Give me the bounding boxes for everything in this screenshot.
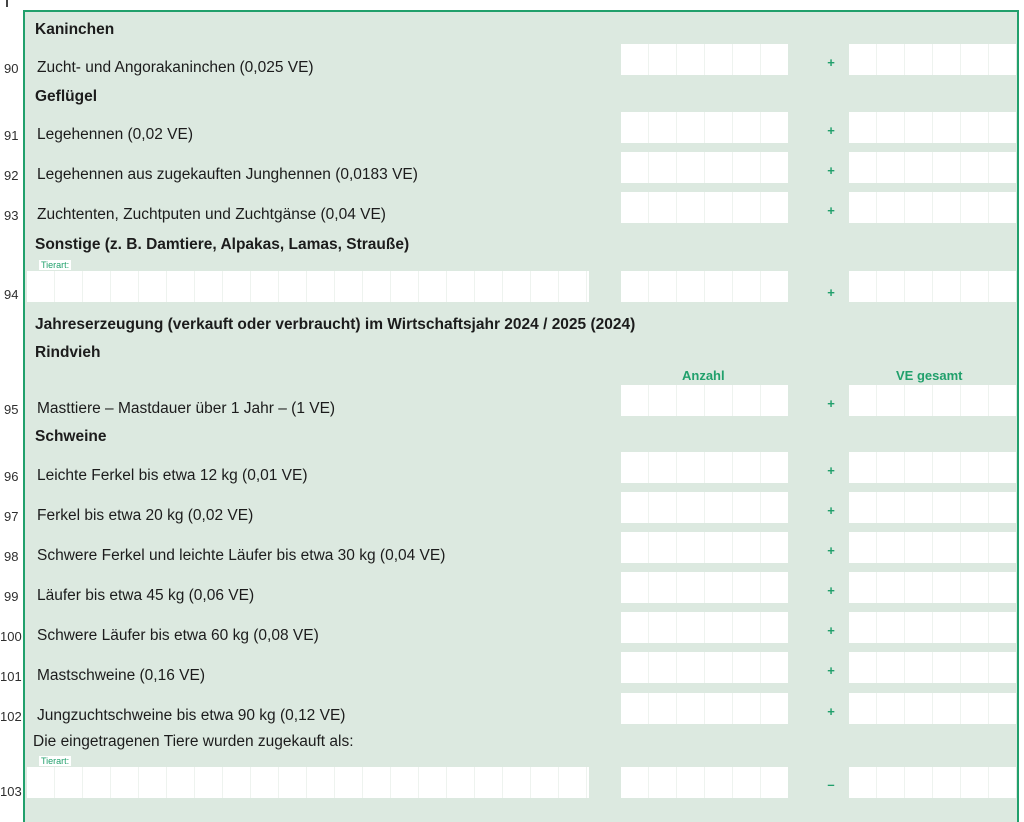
section-heading-schweine: Schweine bbox=[35, 428, 107, 445]
ve-gesamt-input-98[interactable] bbox=[849, 532, 1016, 563]
section-heading-sonstige: Sonstige (z. B. Damtiere, Alpakas, Lamas, Strauße) bbox=[35, 236, 410, 253]
anzahl-input-90[interactable] bbox=[621, 44, 788, 75]
column-header-ve-gesamt: VE gesamt bbox=[896, 368, 963, 383]
plus-icon-98: + bbox=[827, 543, 835, 558]
row-label-99: Läufer bis etwa 45 kg (0,06 VE) bbox=[37, 587, 255, 604]
ve-gesamt-input-100[interactable] bbox=[849, 612, 1016, 643]
row-number-97: 97 bbox=[4, 509, 19, 524]
row-label-98: Schwere Ferkel und leichte Läufer bis etwa 30 kg (0,04 VE) bbox=[37, 547, 446, 564]
row-label-95: Masttiere – Mastdauer über 1 Jahr – (1 VE) bbox=[37, 400, 336, 417]
row-label-91: Legehennen (0,02 VE) bbox=[37, 126, 193, 143]
ve-gesamt-input-91[interactable] bbox=[849, 112, 1016, 143]
row-number-95: 95 bbox=[4, 402, 19, 417]
ve-gesamt-input-99[interactable] bbox=[849, 572, 1016, 603]
plus-icon-95: + bbox=[827, 396, 835, 411]
tierart-label-94: Tierart: bbox=[41, 260, 70, 270]
row-label-93: Zuchtenten, Zuchtputen und Zuchtgänse (0,04 VE) bbox=[37, 206, 386, 223]
anzahl-input-100[interactable] bbox=[621, 612, 788, 643]
ve-gesamt-input-103[interactable] bbox=[849, 767, 1016, 798]
section-heading-rindvieh: Rindvieh bbox=[35, 344, 101, 361]
row-label-92: Legehennen aus zugekauften Junghennen (0,0183 VE) bbox=[37, 166, 418, 183]
row-number-90: 90 bbox=[4, 61, 19, 76]
anzahl-input-101[interactable] bbox=[621, 652, 788, 683]
ve-gesamt-input-93[interactable] bbox=[849, 192, 1016, 223]
row-number-101: 101 bbox=[0, 669, 22, 684]
minus-icon-103: – bbox=[827, 777, 835, 792]
plus-icon-96: + bbox=[827, 463, 835, 478]
plus-icon-90: + bbox=[827, 55, 835, 70]
ve-gesamt-input-97[interactable] bbox=[849, 492, 1016, 523]
anzahl-input-99[interactable] bbox=[621, 572, 788, 603]
row-number-91: 91 bbox=[4, 128, 19, 143]
row-number-102: 102 bbox=[0, 709, 22, 724]
ve-gesamt-input-102[interactable] bbox=[849, 693, 1016, 724]
anzahl-input-97[interactable] bbox=[621, 492, 788, 523]
anzahl-input-103[interactable] bbox=[621, 767, 788, 798]
row-number-100: 100 bbox=[0, 629, 22, 644]
top-edge-mark bbox=[6, 0, 8, 7]
section-heading-kaninchen: Kaninchen bbox=[35, 21, 115, 38]
row-number-93: 93 bbox=[4, 208, 19, 223]
column-header-anzahl: Anzahl bbox=[682, 368, 725, 383]
row-label-97: Ferkel bis etwa 20 kg (0,02 VE) bbox=[37, 507, 254, 524]
row-number-96: 96 bbox=[4, 469, 19, 484]
row-number-98: 98 bbox=[4, 549, 19, 564]
tierart-input-94[interactable] bbox=[27, 271, 589, 302]
anzahl-input-94[interactable] bbox=[621, 271, 788, 302]
plus-icon-94: + bbox=[827, 285, 835, 300]
plus-icon-93: + bbox=[827, 203, 835, 218]
anzahl-input-98[interactable] bbox=[621, 532, 788, 563]
section-heading-jahreserzeugung: Jahreserzeugung (verkauft oder verbraucht) im Wirtschaftsjahr 2024 / 2025 (2024) bbox=[35, 316, 636, 333]
anzahl-input-95[interactable] bbox=[621, 385, 788, 416]
plus-icon-91: + bbox=[827, 123, 835, 138]
row-label-96: Leichte Ferkel bis etwa 12 kg (0,01 VE) bbox=[37, 467, 308, 484]
row-label-102: Jungzuchtschweine bis etwa 90 kg (0,12 VE) bbox=[37, 707, 346, 724]
row-label-100: Schwere Läufer bis etwa 60 kg (0,08 VE) bbox=[37, 627, 319, 644]
plus-icon-97: + bbox=[827, 503, 835, 518]
plus-icon-102: + bbox=[827, 704, 835, 719]
zugekauft-note: Die eingetragenen Tiere wurden zugekauft als: bbox=[33, 733, 354, 750]
row-label-90: Zucht- und Angorakaninchen (0,025 VE) bbox=[37, 59, 314, 76]
anzahl-input-96[interactable] bbox=[621, 452, 788, 483]
ve-gesamt-input-94[interactable] bbox=[849, 271, 1016, 302]
plus-icon-100: + bbox=[827, 623, 835, 638]
row-label-101: Mastschweine (0,16 VE) bbox=[37, 667, 205, 684]
ve-gesamt-input-92[interactable] bbox=[849, 152, 1016, 183]
row-number-103: 103 bbox=[0, 784, 22, 799]
anzahl-input-91[interactable] bbox=[621, 112, 788, 143]
anzahl-input-92[interactable] bbox=[621, 152, 788, 183]
anzahl-input-102[interactable] bbox=[621, 693, 788, 724]
tierart-input-103[interactable] bbox=[27, 767, 589, 798]
row-number-92: 92 bbox=[4, 168, 19, 183]
row-number-99: 99 bbox=[4, 589, 19, 604]
ve-gesamt-input-90[interactable] bbox=[849, 44, 1016, 75]
tierart-label-103: Tierart: bbox=[41, 756, 70, 766]
ve-gesamt-input-95[interactable] bbox=[849, 385, 1016, 416]
ve-gesamt-input-101[interactable] bbox=[849, 652, 1016, 683]
ve-gesamt-input-96[interactable] bbox=[849, 452, 1016, 483]
anzahl-input-93[interactable] bbox=[621, 192, 788, 223]
plus-icon-99: + bbox=[827, 583, 835, 598]
section-heading-gefluegel: Geflügel bbox=[35, 88, 98, 105]
plus-icon-92: + bbox=[827, 163, 835, 178]
row-number-94: 94 bbox=[4, 287, 19, 302]
plus-icon-101: + bbox=[827, 663, 835, 678]
